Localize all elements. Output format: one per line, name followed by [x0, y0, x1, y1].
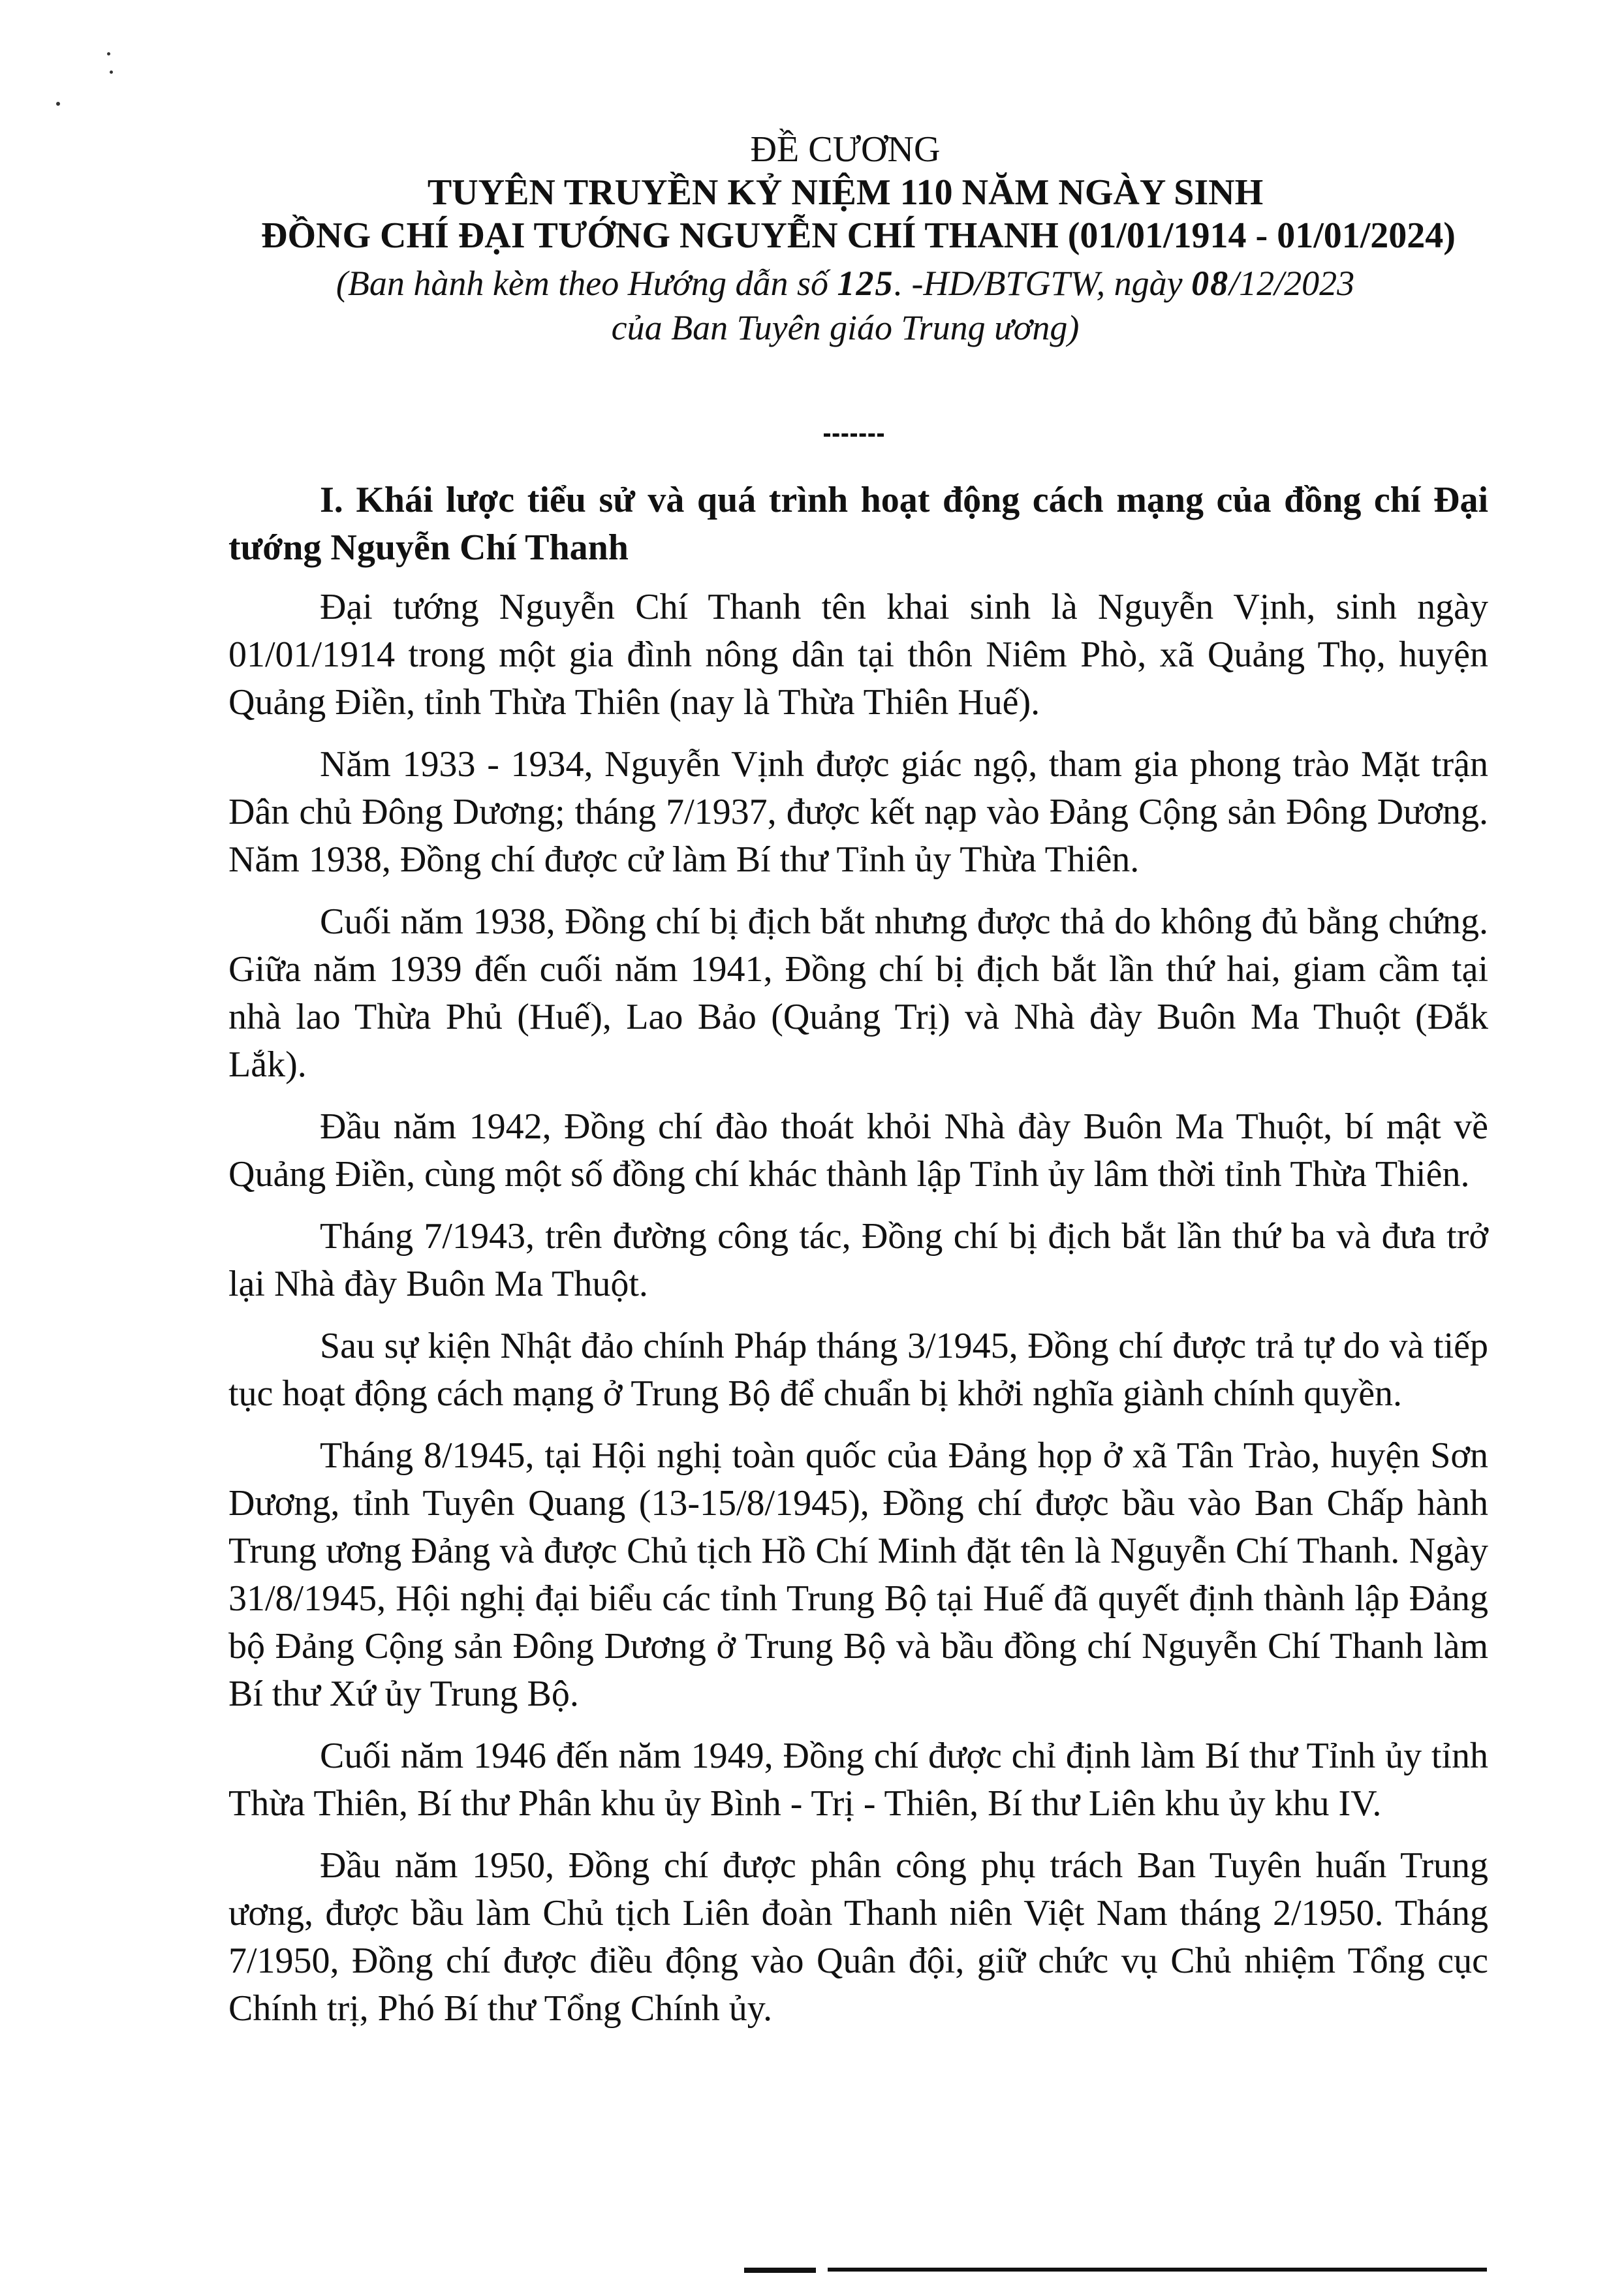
document-type-title: ĐỀ CƯƠNG	[750, 129, 941, 170]
paragraph: Năm 1933 - 1934, Nguyễn Vịnh được giác ngộ, tham gia phong trào Mặt trận Dân chủ Đông Dương; tháng 7/1937, được kết nạp vào Đảng Cộng sản Đông Dương. Năm 1938, Đồng chí được cử làm Bí thư Tỉnh ủy Thừa Thiên.	[228, 744, 1488, 880]
paragraph: Sau sự kiện Nhật đảo chính Pháp tháng 3/1945, Đồng chí được trả tự do và tiếp tục hoạt động cách mạng ở Trung Bộ để chuẩn bị khởi nghĩa giành chính quyền.	[228, 1326, 1488, 1414]
issuance-day: 08	[1191, 264, 1230, 303]
paragraph: Cuối năm 1946 đến năm 1949, Đồng chí được chỉ định làm Bí thư Tỉnh ủy tỉnh Thừa Thiên, Bí thư Phân khu ủy Bình - Trị - Thiên, Bí thư Liên khu ủy khu IV.	[228, 1736, 1488, 1824]
document-main-title-line2: ĐỒNG CHÍ ĐẠI TƯỚNG NGUYỄN CHÍ THANH (01/01/1914 - 01/01/2024)	[261, 215, 1456, 256]
issuing-agency: của Ban Tuyên giáo Trung ương)	[611, 308, 1080, 347]
issuance-note-prefix: (Ban hành kèm theo Hướng dẫn số	[336, 264, 837, 303]
document-body	[228, 477, 1488, 2047]
scan-speck	[56, 102, 60, 106]
section-heading: I. Khái lược tiểu sử và quá trình hoạt động cách mạng của đồng chí Đại tướng Nguyễn Chí Thanh	[228, 480, 1488, 568]
paragraph: Tháng 7/1943, trên đường công tác, Đồng chí bị địch bắt lần thứ ba và đưa trở lại Nhà đày Buôn Ma Thuột.	[228, 1216, 1488, 1304]
paragraph: Tháng 8/1945, tại Hội nghị toàn quốc của Đảng họp ở xã Tân Trào, huyện Sơn Dương, tỉnh Tuyên Quang (13-15/8/1945), Đồng chí được bầu vào Ban Chấp hành Trung ương Đảng và được Chủ tịch Hồ Chí Minh đặt tên là Nguyễn Chí Thanh. Ngày 31/8/1945, Hội nghị đại biểu các tỉnh Trung Bộ tại Huế đã quyết định thành lập Đảng bộ Đảng Cộng sản Đông Dương ở Trung Bộ và bầu đồng chí Nguyễn Chí Thanh làm Bí thư Xứ ủy Trung Bộ.	[228, 1435, 1488, 1714]
scan-edge-mark	[828, 2268, 1487, 2272]
document-main-title: TUYÊN TRUYỀN KỶ NIỆM 110 NĂM NGÀY SINH	[427, 172, 1264, 213]
document-header	[196, 128, 1495, 350]
scan-speck	[110, 70, 113, 74]
issuance-note-suffix: /12/2023	[1229, 264, 1355, 303]
guidance-number: 125	[837, 264, 894, 303]
issuance-note-middle: . -HD/BTGTW, ngày	[894, 264, 1192, 303]
scan-edge-mark	[744, 2268, 816, 2273]
paragraph: Đầu năm 1942, Đồng chí đào thoát khỏi Nhà đày Buôn Ma Thuột, bí mật về Quảng Điền, cùng một số đồng chí khác thành lập Tỉnh ủy lâm thời tỉnh Thừa Thiên.	[228, 1106, 1488, 1195]
scan-speck	[107, 52, 110, 55]
issuance-note	[196, 261, 1495, 305]
paragraph: Đầu năm 1950, Đồng chí được phân công phụ trách Ban Tuyên huấn Trung ương, được bầu làm Chủ tịch Liên đoàn Thanh niên Việt Nam tháng 2/1950. Tháng 7/1950, Đồng chí được điều động vào Quân đội, giữ chức vụ Chủ nhiệm Tổng cục Chính trị, Phó Bí thư Tổng Chính ủy.	[228, 1845, 1488, 2029]
paragraph: Cuối năm 1938, Đồng chí bị địch bắt nhưng được thả do không đủ bằng chứng. Giữa năm 1939 đến cuối năm 1941, Đồng chí bị địch bắt lần thứ hai, giam cầm tại nhà lao Thừa Phủ (Huế), Lao Bảo (Quảng Trị) và Nhà đày Buôn Ma Thuột (Đắk Lắk).	[228, 901, 1488, 1085]
header-divider	[824, 433, 884, 437]
paragraph: Đại tướng Nguyễn Chí Thanh tên khai sinh là Nguyễn Vịnh, sinh ngày 01/01/1914 trong một gia đình nông dân tại thôn Niêm Phò, xã Quảng Thọ, huyện Quảng Điền, tỉnh Thừa Thiên (nay là Thừa Thiên Huế).	[228, 587, 1488, 723]
